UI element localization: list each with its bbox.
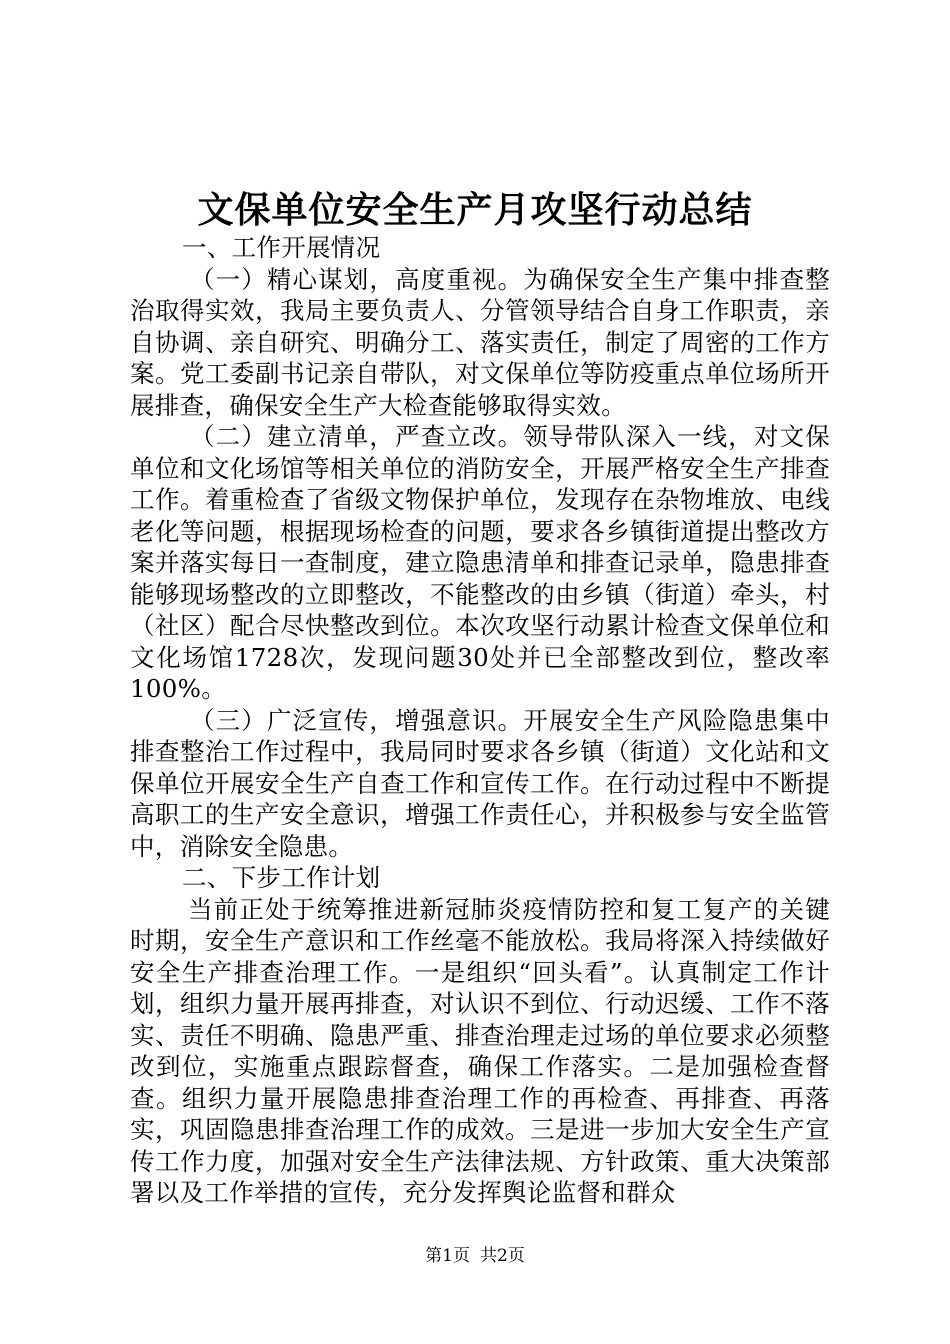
section-heading-work-status: 一、工作开展情况 <box>182 233 381 262</box>
page-number: 第1页 <box>425 1246 470 1266</box>
page-footer <box>0 1244 950 1268</box>
document-body <box>130 232 830 1209</box>
paragraph-checklist: （二）建立清单，严查立改。领导带队深入一线，对文保单位和文化场馆等相关单位的消防安全，开展严格安全生产排查工作。着重检查了省级文物保护单位，发现存在杂物堆放、电线老化等问题，根据现场检查的问题，要求各乡镇街道提出整改方案并落实每日一查制度，建立隐患清单和排查记录单，隐患排查能够现场整改的立即整改，不能整改的由乡镇（街道）牵头，村（社区）配合尽快整改到位。本次攻坚行动累计检查文保单位和文化场馆1728次，发现问题30处并已全部整改到位，整改率100%。 <box>130 422 830 703</box>
document-title: 文保单位安全生产月攻坚行动总结 <box>197 189 753 231</box>
section-heading-next-plan: 二、下步工作计划 <box>182 863 381 892</box>
page-total: 共2页 <box>480 1246 525 1266</box>
paragraph-next-steps: 当前正处于统筹推进新冠肺炎疫情防控和复工复产的关键时期，安全生产意识和工作丝毫不能放松。我局将深入持续做好安全生产排查治理工作。一是组织“回头看”。认真制定工作计划，组织力量开展再排查，对认识不到位、行动迟缓、工作不落实、责任不明确、隐患严重、排查治理走过场的单位要求必须整改到位，实施重点跟踪督查，确保工作落实。二是加强检查督查。组织力量开展隐患排查治理工作的再检查、再排查、再落实，巩固隐患排查治理工作的成效。三是进一步加大安全生产宣传工作力度，加强对安全生产法律法规、方针政策、重大决策部署以及工作举措的宣传，充分发挥舆论监督和群众 <box>130 894 830 1207</box>
paragraph-planning: （一）精心谋划，高度重视。为确保安全生产集中排查整治取得实效，我局主要负责人、分管领导结合自身工作职责，亲自协调、亲自研究、明确分工、落实责任，制定了周密的工作方案。党工委副书记亲自带队，对文保单位等防疫重点单位场所开展排查，确保安全生产大检查能够取得实效。 <box>130 264 830 420</box>
paragraph-publicity: （三）广泛宣传，增强意识。开展安全生产风险隐患集中排查整治工作过程中，我局同时要求各乡镇（街道）文化站和文保单位开展安全生产自查工作和宣传工作。在行动过程中不断提高职工的生产安全意识，增强工作责任心，并积极参与安全监管中，消除安全隐患。 <box>130 705 830 861</box>
